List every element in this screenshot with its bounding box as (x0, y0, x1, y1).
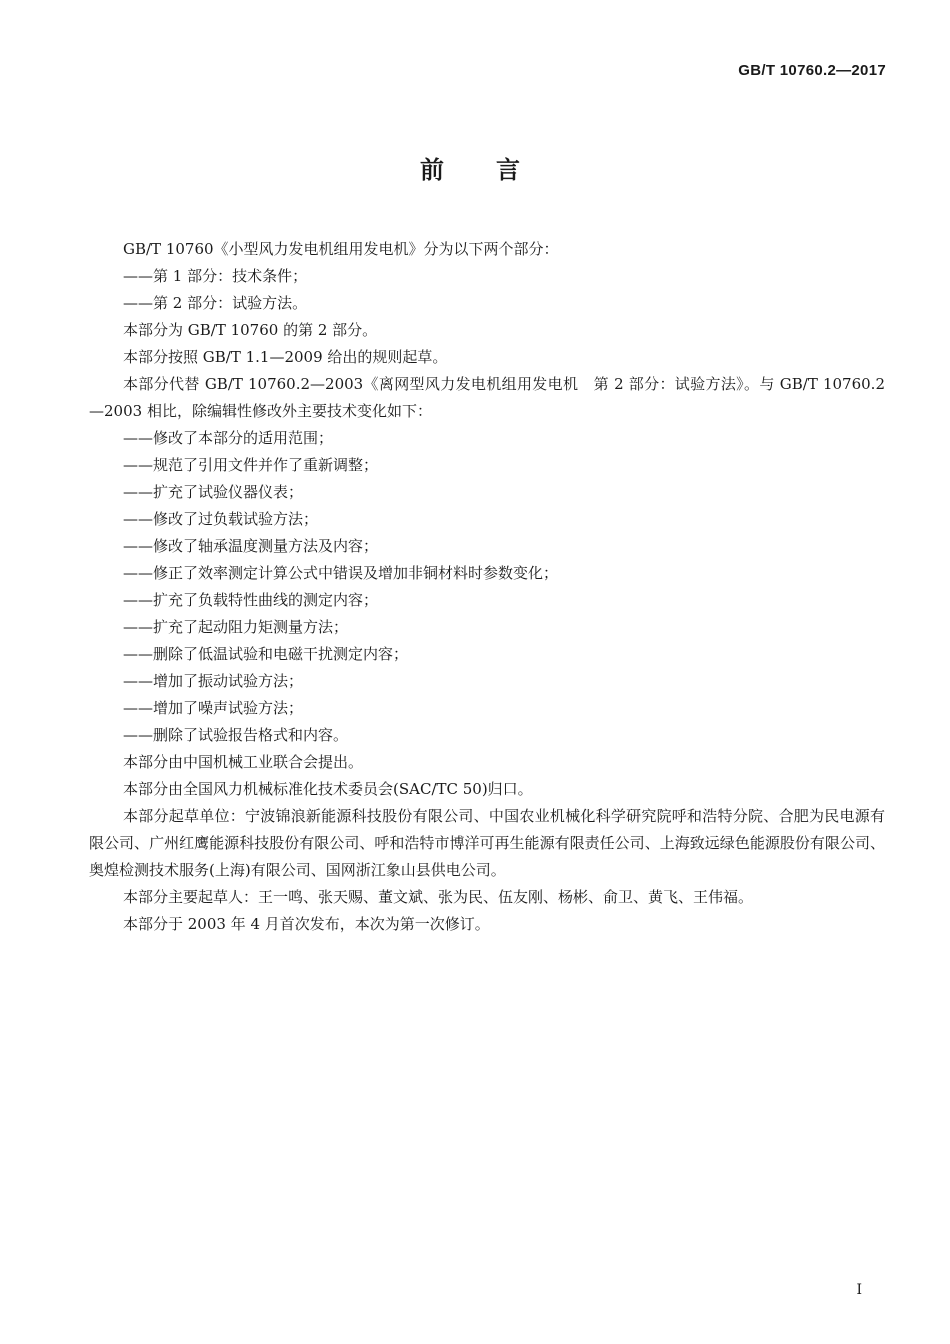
page-number: I (856, 1282, 862, 1298)
list-item: ——修改了过负载试验方法； (123, 510, 319, 528)
list-item: ——规范了引用文件并作了重新调整； (123, 456, 379, 474)
page-title: 前言 (420, 156, 572, 184)
list-item: ——第 2 部分：试验方法。 (123, 294, 308, 312)
list-item: ——修正了效率测定计算公式中错误及增加非铜材料时参数变化； (123, 564, 559, 582)
list-item: ——增加了振动试验方法； (123, 672, 304, 690)
list-item: ——第 1 部分：技术条件； (123, 267, 308, 285)
foreword-body (89, 236, 885, 938)
paragraph: 本部分为 GB/T 10760 的第 2 部分。 (123, 321, 378, 339)
list-item: ——修改了本部分的适用范围； (123, 429, 334, 447)
list-item: ——扩充了试验仪器仪表； (123, 483, 304, 501)
list-item: ——删除了低温试验和电磁干扰测定内容； (123, 645, 409, 663)
list-item: ——扩充了负载特性曲线的测定内容； (123, 591, 379, 609)
paragraph: 本部分于 2003 年 4 月首次发布，本次为第一次修订。 (123, 915, 490, 933)
standard-code: GB/T 10760.2—2017 (738, 62, 886, 79)
paragraph: 本部分由中国机械工业联合会提出。 (123, 753, 364, 771)
paragraph: GB/T 10760《小型风力发电机组用发电机》分为以下两个部分： (123, 240, 559, 258)
paragraph: 本部分起草单位：宁波锦浪新能源科技股份有限公司、中国农业机械化科学研究院呼和浩特分院、合肥为民电源有限公司、广州红鹰能源科技股份有限公司、呼和浩特市博洋可再生能源有限责任公司、上海致远绿色能源股份有限公司、奥煌检测技术服务(上海)有限公司、国网浙江象山县供电公司。 (89, 807, 885, 879)
list-item: ——增加了噪声试验方法； (123, 699, 304, 717)
paragraph: 本部分主要起草人：王一鸣、张天赐、董文斌、张为民、伍友刚、杨彬、俞卫、黄飞、王伟福。 (123, 888, 754, 906)
paragraph: 本部分按照 GB/T 1.1—2009 给出的规则起草。 (123, 348, 448, 366)
paragraph: 本部分代替 GB/T 10760.2—2003《离网型风力发电机组用发电机 第 2 部分：试验方法》。与 GB/T 10760.2—2003 相比，除编辑性修改外主要技术变化如下： (89, 375, 885, 420)
paragraph: 本部分由全国风力机械标准化技术委员会(SAC/TC 50)归口。 (123, 780, 533, 798)
list-item: ——删除了试验报告格式和内容。 (123, 726, 349, 744)
list-item: ——扩充了起动阻力矩测量方法； (123, 618, 349, 636)
list-item: ——修改了轴承温度测量方法及内容； (123, 537, 379, 555)
